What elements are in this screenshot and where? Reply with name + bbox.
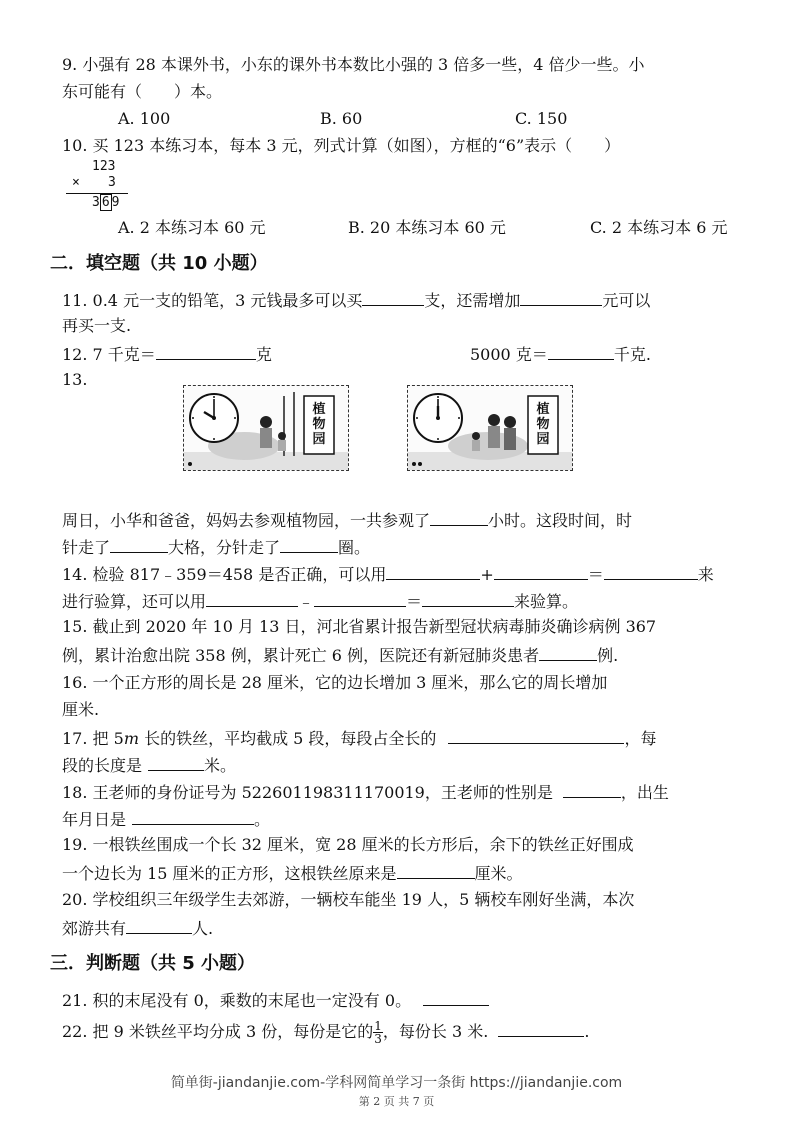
q14-equals-2: ＝ (406, 592, 423, 611)
garden-sign-text: 植物园 (312, 402, 326, 447)
q9-line1: 9. 小强有 28 本课外书，小东的课外书本数比小强的 3 倍多一些，4 倍少一些。小 (62, 55, 645, 74)
q19-line1: 19. 一根铁丝围成一个长 32 厘米，宽 28 厘米的长方形后，余下的铁丝正好围成 (62, 835, 634, 854)
calc-result-ones: 9 (111, 195, 120, 210)
person-icon (472, 432, 480, 440)
q9-option-b: B. 60 (320, 109, 363, 128)
q17-text-b: 长的铁丝，平均截成 5 段，每段占全长的 (138, 729, 437, 748)
q18-blank-1 (563, 781, 621, 798)
q13-text-d: 大格，分针走了 (168, 538, 281, 557)
q19-text-b: 厘米。 (474, 864, 523, 883)
q15-blank (539, 644, 597, 661)
q22-text-c: . (584, 1022, 590, 1041)
q18-text-b: ，出生 (620, 783, 669, 802)
person-icon (504, 416, 516, 428)
park-illustration-end (407, 385, 573, 471)
q12-blank-1 (156, 343, 256, 360)
q20-line1: 20. 学校组织三年级学生去郊游，一辆校车能坐 19 人，5 辆校车刚好坐满，本次 (62, 890, 635, 909)
q14-equals-1: ＝ (587, 565, 604, 584)
q11-line1 (62, 289, 650, 311)
person-icon (488, 414, 500, 426)
q21-line (62, 989, 489, 1011)
q18-line1 (62, 781, 669, 803)
q17-line2 (62, 754, 236, 776)
q11-text-b: 支，还需增加 (424, 291, 521, 310)
q20-blank (126, 917, 192, 934)
q10-vertical-calculation (66, 160, 130, 212)
q20-text-a: 郊游共有 (62, 919, 127, 938)
q12-text-c: 5000 克＝ (470, 345, 548, 364)
q18-line2 (62, 808, 270, 830)
q12-blank-2 (548, 343, 614, 360)
q20-line2 (62, 917, 213, 939)
q13-blank-1 (430, 509, 488, 526)
q15-line1: 15. 截止到 2020 年 10 月 13 日，河北省累计报告新型冠状病毒肺炎确诊病例 367 (62, 617, 657, 636)
q17-text-d: 段的长度是 (62, 756, 143, 775)
q11-blank-2 (520, 289, 602, 306)
q22-line (62, 1020, 589, 1045)
q15-text-b: 例. (597, 646, 619, 665)
q22-text-b: ，每份长 3 米. (382, 1022, 489, 1041)
q14-blank-5 (314, 590, 406, 607)
q19-text-a: 一个边长为 15 厘米的正方形，这根铁丝原来是 (62, 864, 397, 883)
q14-text-c: 进行验算，还可以用 (62, 592, 207, 611)
q12-part2 (470, 343, 651, 365)
q20-text-b: 人. (192, 919, 214, 938)
q19-line2 (62, 862, 523, 884)
q18-text-d: 。 (254, 810, 271, 829)
q13-text-c: 针走了 (62, 538, 111, 557)
q22-fraction (373, 1020, 383, 1045)
section-heading-true-false: 三．判断题（共 5 小题） (50, 953, 256, 974)
q14-line2 (62, 590, 578, 612)
q11-text-c: 元可以 (602, 291, 651, 310)
q22-blank (498, 1020, 584, 1037)
person-icon (278, 432, 286, 440)
q14-text-b: 来 (697, 565, 714, 584)
calc-mult: 3 (108, 175, 116, 190)
q13-text-a: 周日，小华和爸爸，妈妈去参观植物园，一共参观了 (62, 511, 431, 530)
q22-fraction-denominator: 3 (374, 1032, 382, 1046)
q14-blank-1 (386, 563, 480, 580)
q13-blank-3 (280, 536, 338, 553)
q16-line2: 厘米. (62, 700, 100, 719)
q13-text-e: 圈。 (338, 538, 371, 557)
q9-line2: 东可能有（ ）本。 (62, 82, 223, 101)
q10-option-a: A. 2 本练习本 60 元 (118, 218, 266, 237)
page-number: 第 2 页 共 7 页 (358, 1095, 435, 1108)
q14-blank-4 (206, 590, 298, 607)
q15-text-a: 例，累计治愈出院 358 例，累计死亡 6 例，医院还有新冠肺炎患者 (62, 646, 540, 665)
q17-text-c: ，每 (624, 729, 657, 748)
q10-option-c: C. 2 本练习本 6 元 (590, 218, 728, 237)
q21-blank (423, 989, 489, 1006)
garden-sign-text: 植物园 (536, 402, 550, 447)
q14-line1 (62, 563, 714, 585)
q13-label: 13. (62, 370, 88, 389)
q10-line1: 10. 买 123 本练习本，每本 3 元，列式计算（如图），方框的“6”表示（ ） (62, 136, 621, 155)
q12-text-a: 12. 7 千克＝ (62, 345, 156, 364)
q22-fraction-numerator: 1 (374, 1019, 382, 1033)
q14-blank-6 (422, 590, 514, 607)
q18-text-c: 年月日是 (62, 810, 127, 829)
calc-top: 123 (92, 159, 116, 174)
q17-line1 (62, 727, 656, 749)
q14-text-d: 来验算。 (514, 592, 579, 611)
q9-option-c: C. 150 (515, 109, 568, 128)
q10-option-b: B. 20 本练习本 60 元 (348, 218, 506, 237)
calc-result (92, 196, 119, 210)
q12-part1 (62, 343, 272, 365)
q14-blank-3 (604, 563, 698, 580)
q17-unit-m: m (123, 729, 139, 748)
q19-blank (397, 862, 475, 879)
q12-text-b: 克 (255, 345, 272, 364)
calc-rule (66, 193, 128, 194)
q17-blank-2 (148, 754, 204, 771)
q14-plus: + (480, 565, 494, 584)
q13-text-b: 小时。这段时间，时 (488, 511, 633, 530)
q17-text-a: 17. 把 5 (62, 729, 124, 748)
q21-text: 21. 积的末尾没有 0，乘数的末尾也一定没有 0。 (62, 991, 412, 1010)
calc-result-boxed: 6 (101, 195, 110, 210)
q11-blank-1 (362, 289, 424, 306)
q22-text-a: 22. 把 9 米铁丝平均分成 3 份，每份是它的 (62, 1022, 374, 1041)
park-illustration-start (183, 385, 349, 471)
q13-blank-2 (110, 536, 168, 553)
q14-blank-2 (494, 563, 588, 580)
q13-line2 (62, 536, 370, 558)
q13-line1 (62, 509, 632, 531)
q17-blank-1 (448, 727, 624, 744)
q9-option-a: A. 100 (118, 109, 171, 128)
section-heading-fill-in: 二．填空题（共 10 小题） (50, 253, 268, 274)
q18-blank-2 (132, 808, 254, 825)
q12-text-d: 千克. (613, 345, 651, 364)
footer-watermark: 简单街-jiandanjie.com-学科网简单学习一条街 https://jiandanjie.com (170, 1075, 623, 1091)
calc-result-hundreds: 3 (92, 195, 100, 210)
q17-text-e: 米。 (204, 756, 237, 775)
q16-line1: 16. 一个正方形的周长是 28 厘米，它的边长增加 3 厘米，那么它的周长增加 (62, 673, 608, 692)
q11-line2: 再买一支. (62, 316, 132, 335)
q11-text-a: 11. 0.4 元一支的铅笔，3 元钱最多可以买 (62, 291, 363, 310)
q15-line2 (62, 644, 618, 666)
q18-text-a: 18. 王老师的身份证号为 522601198311170019，王老师的性别是 (62, 783, 553, 802)
q14-minus: ﹣ (298, 592, 315, 611)
person-icon (260, 416, 272, 428)
q14-text-a: 14. 检验 817﹣359＝458 是否正确，可以用 (62, 565, 387, 584)
calc-op: × (72, 175, 80, 190)
